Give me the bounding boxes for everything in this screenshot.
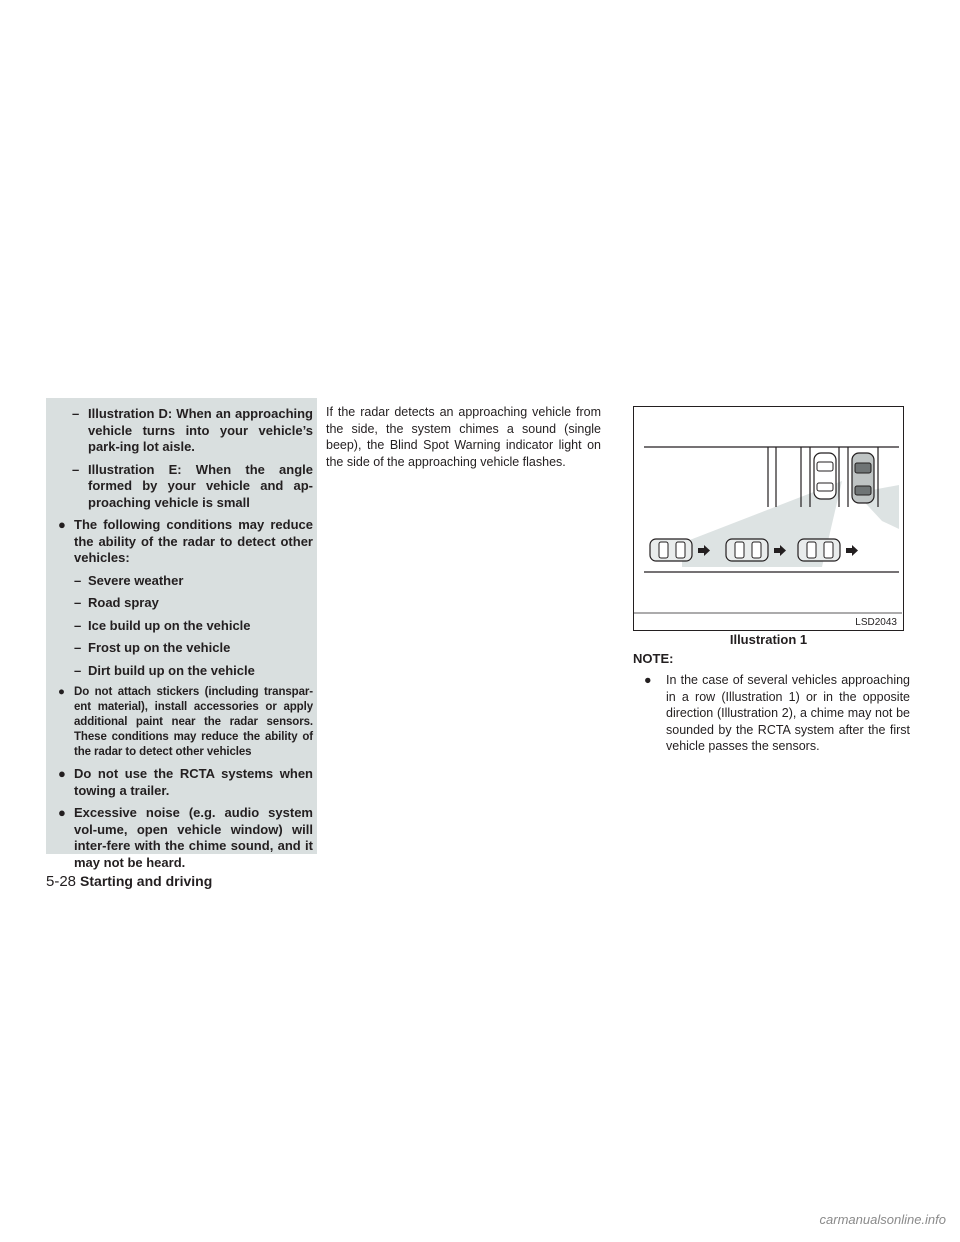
warning-item-severe-weather — [58, 573, 313, 590]
bullet-mark: ● — [58, 766, 66, 781]
dash-mark: – — [74, 662, 82, 678]
warning-box — [46, 398, 317, 870]
warning-item-frost — [58, 640, 313, 657]
illustration-caption: Illustration 1 — [729, 632, 808, 647]
warning-item-conditions — [58, 517, 313, 567]
approaching-vehicle-2 — [726, 539, 768, 561]
warning-item-text: Dirt build up on the vehicle — [88, 662, 255, 678]
dash-mark: – — [74, 617, 82, 633]
page-footer — [46, 873, 212, 890]
watermark: carmanualsonline.info — [819, 1212, 946, 1227]
warning-item-text: Illustration E: When the angle formed by your vehicle and ap-proaching vehicle is small — [88, 461, 313, 510]
warning-item-text: Road spray — [88, 595, 159, 610]
approaching-vehicle-1 — [650, 539, 692, 561]
page-number: 5-28 — [46, 873, 77, 890]
illustration-1 — [633, 406, 904, 631]
bullet-mark: ● — [58, 517, 66, 532]
warning-item-dirt — [58, 663, 313, 680]
warning-item-text: Frost up on the vehicle — [88, 640, 231, 655]
approaching-vehicle-3 — [798, 539, 840, 561]
warning-item-text: Do not attach stickers (including transpar-ent material), install accessories or apply additional paint near the radar sensors. These conditions may reduce the ability of the radar to detect other vehicles — [74, 686, 313, 758]
bullet-mark: ● — [58, 686, 65, 698]
parking-lot-diagram — [634, 407, 902, 629]
warning-item-text: Severe weather — [88, 572, 184, 588]
parked-vehicle-white — [814, 453, 836, 499]
dash-mark: – — [74, 640, 82, 655]
note-text: In the case of several vehicles approaching in a row (Illustration 1) or in the opposite direction (Illustration 2), a chime may not be sounded by the RCTA system after the first vehicle passes the sensors. — [666, 673, 910, 754]
warning-item-ice — [58, 618, 313, 635]
warning-item-towing — [58, 766, 313, 799]
radar-detect-paragraph: If the radar detects an approaching vehicle from the side, the system chimes a sound (single beep), the Blind Spot Warning indicator light on the side of the approaching vehicle flashes. — [326, 405, 601, 469]
warning-item-text: Ice build up on the vehicle — [88, 617, 251, 633]
note-item — [644, 672, 910, 755]
dash-mark: – — [72, 461, 80, 477]
warning-item-stickers — [58, 685, 313, 760]
dash-mark: – — [72, 406, 80, 421]
warning-item-text: Do not use the RCTA systems when towing a trailer. — [74, 766, 313, 798]
warning-item-illustration-e — [58, 462, 313, 512]
illustration-code: LSD2043 — [855, 617, 897, 628]
warning-item-text: Illustration D: When an approaching vehicle turns into your vehicle’s park-ing lot aisle. — [88, 406, 313, 454]
warning-item-text: Excessive noise (e.g. audio system vol-ume, open vehicle window) will inter-fere with the chime sound, and it may not be heard. — [74, 805, 313, 870]
dash-mark: – — [74, 595, 82, 610]
warning-item-illustration-d — [58, 406, 313, 456]
bullet-mark: ● — [644, 673, 652, 687]
bullet-mark: ● — [58, 805, 66, 820]
note-label: NOTE: — [633, 651, 674, 666]
your-vehicle — [852, 453, 874, 503]
warning-item-noise — [58, 805, 313, 871]
section-title: Starting and driving — [80, 873, 213, 889]
dash-mark: – — [74, 572, 82, 588]
warning-item-road-spray — [58, 595, 313, 612]
direction-arrow-icon — [846, 545, 858, 556]
warning-item-text: The following conditions may reduce the ability of the radar to detect other vehicles: — [74, 517, 313, 565]
